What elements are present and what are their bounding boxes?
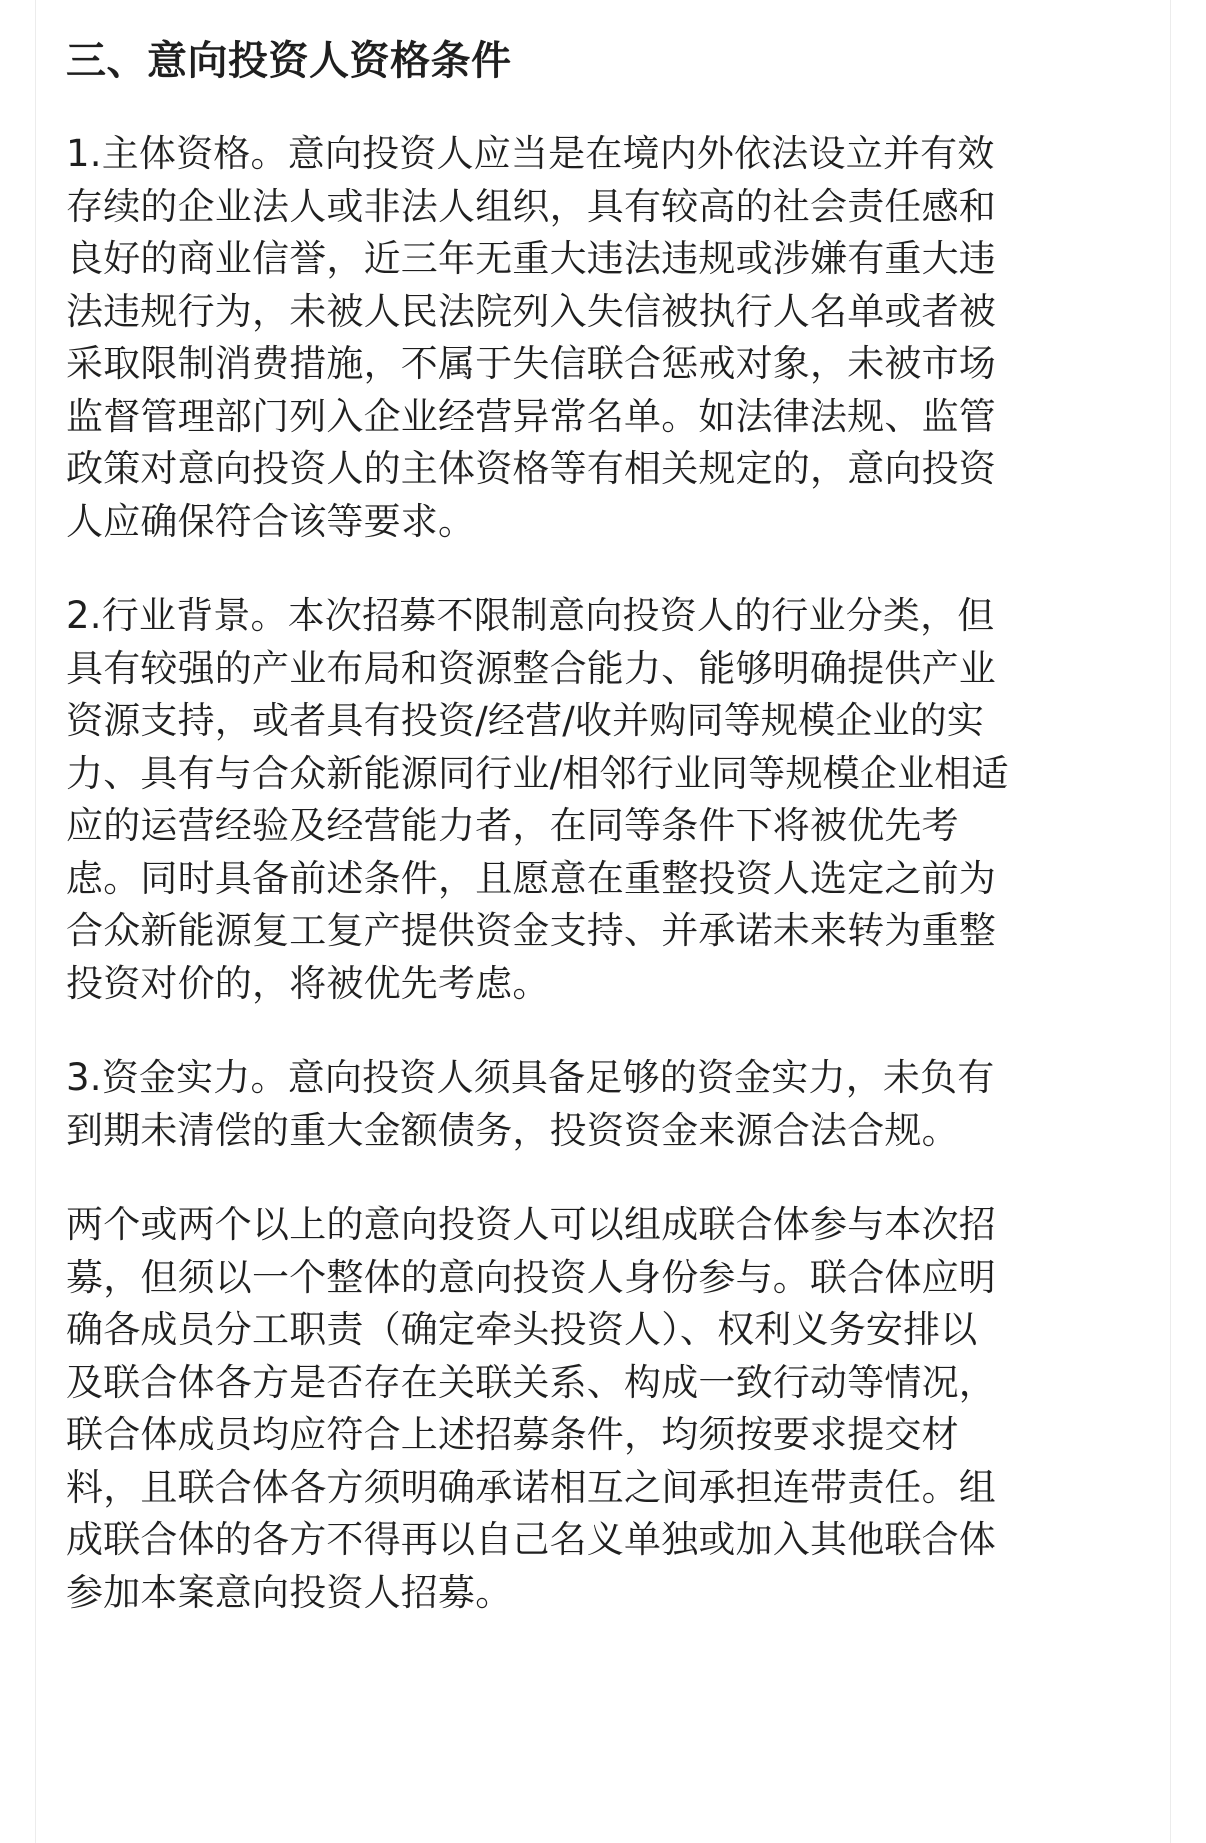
- text-line: 确各成员分工职责（确定牵头投资人）、权利义务安排以: [66, 1308, 978, 1351]
- paragraph-consortium: [66, 1199, 1136, 1619]
- text-line: 投资对价的，将被优先考虑。: [66, 961, 550, 1005]
- text-line: 成联合体的各方不得再以自己名义单独或加入其他联合体: [66, 1518, 996, 1561]
- text-line: 存续的企业法人或非法人组织，具有较高的社会责任感和: [66, 184, 996, 228]
- paragraph-financial-strength: [66, 1052, 1136, 1157]
- text-line: 良好的商业信誉，近三年无重大违法违规或涉嫌有重大违: [66, 237, 996, 280]
- text-line: 采取限制消费措施，不属于失信联合惩戒对象，未被市场: [66, 342, 996, 385]
- text-line: 具有较强的产业布局和资源整合能力、能够明确提供产业: [66, 646, 996, 690]
- text-line: 虑。同时具备前述条件，且愿意在重整投资人选定之前为: [66, 856, 996, 900]
- text-line: 及联合体各方是否存在关联关系、构成一致行动等情况，: [66, 1360, 996, 1404]
- right-border: [1170, 0, 1171, 1843]
- text-line: 人应确保符合该等要求。: [66, 499, 476, 543]
- text-line: 募，但须以一个整体的意向投资人身份参与。联合体应明: [66, 1255, 996, 1299]
- text-line: 两个或两个以上的意向投资人可以组成联合体参与本次招: [66, 1203, 996, 1246]
- article-content: [66, 26, 1136, 1661]
- text-line: 2.行业背景。本次招募不限制意向投资人的行业分类，但: [66, 594, 995, 637]
- text-line: 参加本案意向投资人招募。: [66, 1570, 513, 1614]
- left-border: [35, 0, 36, 1843]
- text-line: 法违规行为，未被人民法院列入失信被执行人名单或者被: [66, 289, 996, 333]
- text-line: 料，且联合体各方须明确承诺相互之间承担连带责任。组: [66, 1465, 996, 1509]
- text-line: 资源支持，或者具有投资/经营/收并购同等规模企业的实: [66, 699, 985, 742]
- text-line: 1.主体资格。意向投资人应当是在境内外依法设立并有效: [66, 132, 995, 175]
- text-line: 监督管理部门列入企业经营异常名单。如法律法规、监管: [66, 394, 996, 438]
- paragraph-subject-qualification: [66, 128, 1136, 548]
- text-line: 到期未清偿的重大金额债务，投资资金来源合法合规。: [66, 1108, 959, 1152]
- text-line: 政策对意向投资人的主体资格等有相关规定的，意向投资: [66, 447, 996, 490]
- text-line: 3.资金实力。意向投资人须具备足够的资金实力，未负有: [66, 1056, 995, 1099]
- section-heading: 三、意向投资人资格条件: [66, 38, 512, 84]
- text-line: 联合体成员均应符合上述招募条件，均须按要求提交材: [66, 1413, 959, 1456]
- paragraph-industry-background: [66, 590, 1136, 1010]
- text-line: 应的运营经验及经营能力者，在同等条件下将被优先考: [66, 804, 959, 847]
- text-line: 合众新能源复工复产提供资金支持、并承诺未来转为重整: [66, 909, 996, 952]
- text-line: 力、具有与合众新能源同行业/相邻行业同等规模企业相适: [66, 751, 1009, 795]
